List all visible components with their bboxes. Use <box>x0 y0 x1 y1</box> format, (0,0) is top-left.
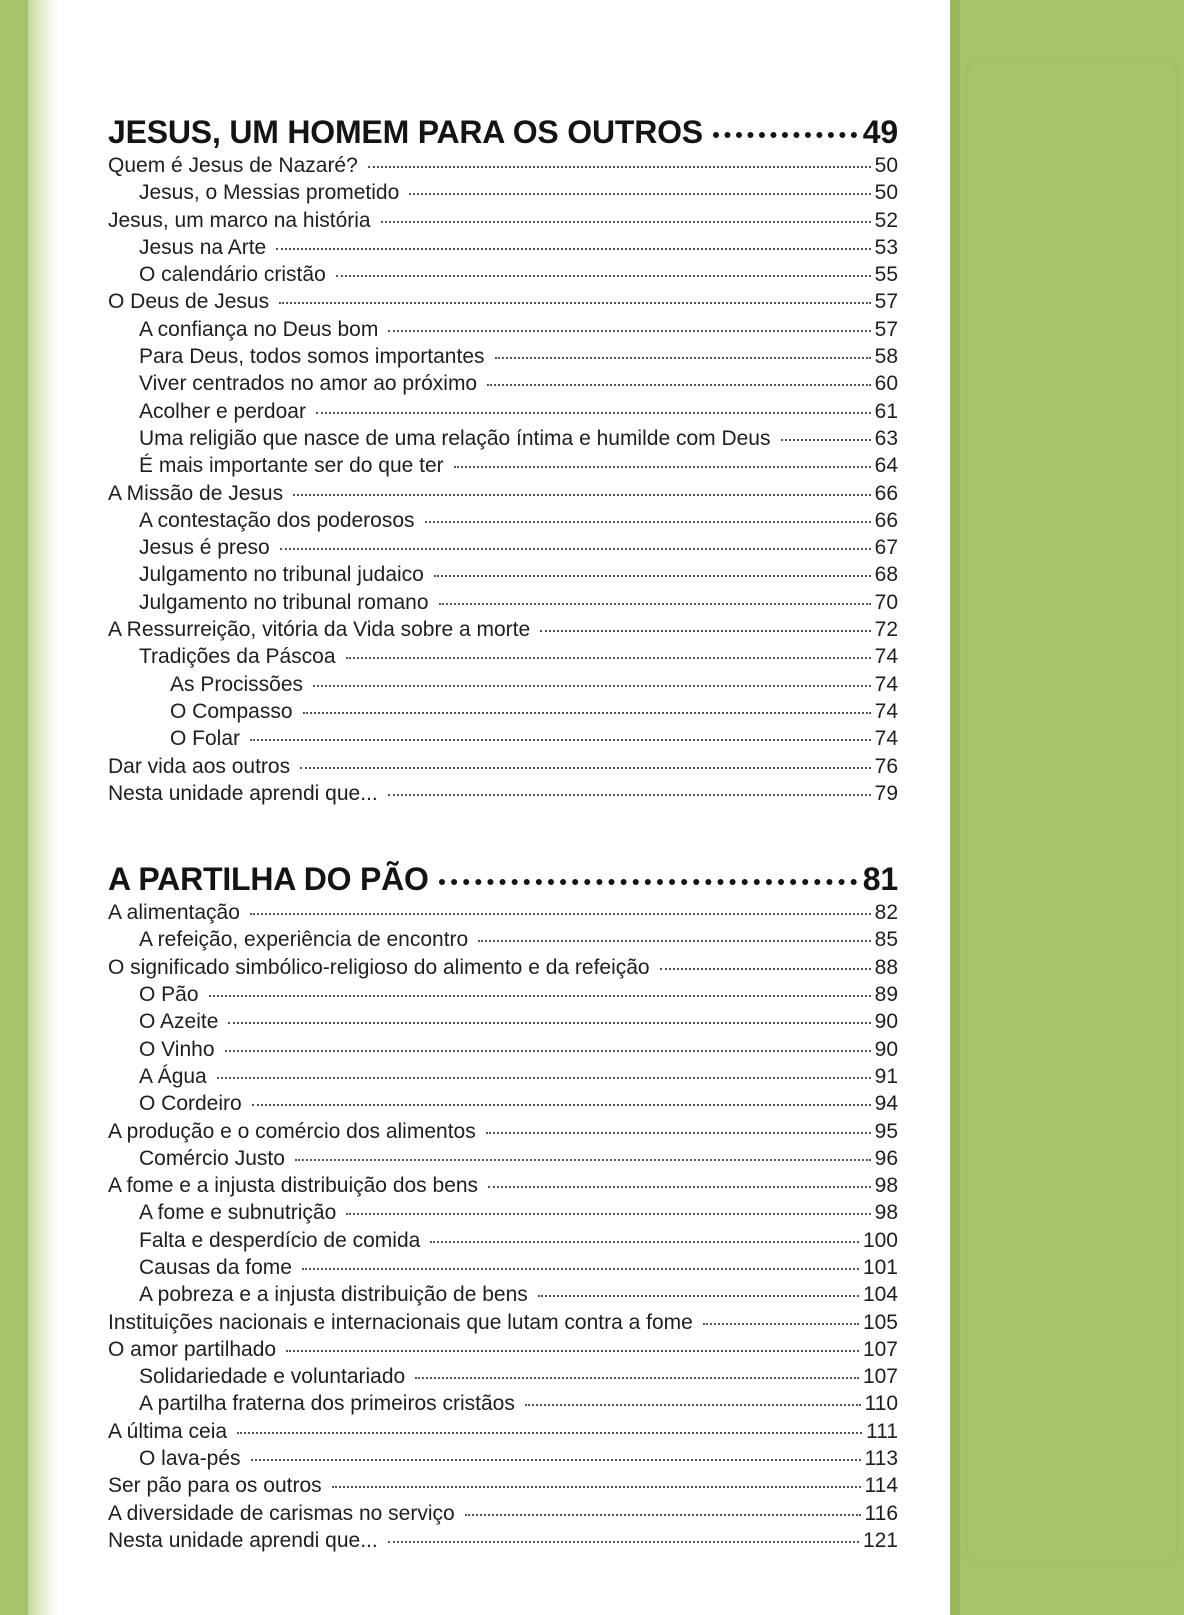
dot-leader <box>250 913 871 915</box>
dot-leader <box>295 1159 871 1161</box>
toc-entry-page-number: 74 <box>874 699 898 723</box>
toc-entry-page-number: 50 <box>874 181 898 205</box>
dot-leader <box>488 1186 871 1188</box>
dot-leader <box>486 1132 871 1134</box>
toc-entry[interactable] <box>108 207 898 234</box>
toc-entry-page-number: 79 <box>874 781 898 805</box>
toc-entry-page-number: 98 <box>874 1174 898 1198</box>
toc-entry-label: As Procissões <box>170 672 304 696</box>
dot-leader <box>388 794 871 796</box>
toc-entry-page-number: 52 <box>874 208 898 232</box>
toc-entry-page-number: 91 <box>874 1064 898 1088</box>
dot-leader <box>409 193 870 195</box>
toc-entry-label: O Cordeiro <box>139 1092 242 1116</box>
toc-entry-page-number: 107 <box>862 1365 898 1389</box>
toc-entry-label: O significado simbólico-religioso do alimento e da refeição <box>108 955 650 979</box>
toc-entry-page-number: 82 <box>874 901 898 925</box>
dot-leader <box>525 1404 861 1406</box>
right-panel-edge <box>950 0 960 1615</box>
toc-entry-label: A confiança no Deus bom <box>139 317 379 341</box>
toc-entry[interactable] <box>108 1309 898 1336</box>
toc-entry[interactable] <box>108 1199 898 1226</box>
toc-entry-label: O amor partilhado <box>108 1337 277 1361</box>
toc-entry[interactable] <box>108 1336 898 1363</box>
dot-leader <box>434 575 871 577</box>
dot-leader <box>540 630 870 632</box>
toc-entry[interactable] <box>108 1145 898 1172</box>
dot-leader <box>225 1050 871 1052</box>
dot-leader <box>425 521 871 523</box>
toc-entry-label: A Missão de Jesus <box>108 481 284 505</box>
toc-entry-page-number: 70 <box>874 590 898 614</box>
toc-entry[interactable] <box>108 561 898 588</box>
toc-entry-label: A alimentação <box>108 901 240 925</box>
toc-entry-label: Ser pão para os outros <box>108 1474 322 1498</box>
toc-entry-page-number: 90 <box>874 1010 898 1034</box>
toc-entry-label: A contestação dos poderosos <box>139 508 415 532</box>
toc-section <box>108 859 898 1554</box>
dot-leader <box>439 879 857 885</box>
toc-entry-label: A Ressurreição, vitória da Vida sobre a morte <box>108 618 531 642</box>
dot-leader <box>280 548 871 550</box>
dot-leader <box>293 494 871 496</box>
section-heading[interactable] <box>108 112 898 152</box>
dot-leader <box>237 1432 862 1434</box>
section-page-number: 49 <box>862 114 898 150</box>
toc-entry-label: O calendário cristão <box>139 263 326 287</box>
toc-entry-page-number: 66 <box>874 481 898 505</box>
toc-entry-page-number: 72 <box>874 618 898 642</box>
dot-leader <box>781 439 871 441</box>
left-decorative-strip <box>0 0 38 1615</box>
toc-entry[interactable] <box>108 643 898 670</box>
toc-entry-label: Uma religião que nasce de uma relação íntima e humilde com Deus <box>139 426 771 450</box>
toc-entry-label: A partilha fraterna dos primeiros cristãos <box>139 1392 515 1416</box>
toc-entry-page-number: 114 <box>864 1474 898 1498</box>
dot-leader <box>279 302 871 304</box>
toc-entry-label: Dar vida aos outros <box>108 754 291 778</box>
toc-entry[interactable] <box>108 425 898 452</box>
toc-entry-page-number: 96 <box>874 1146 898 1170</box>
toc-entry-label: Solidariedade e voluntariado <box>139 1365 406 1389</box>
dot-leader <box>703 1323 859 1325</box>
toc-entry-page-number: 90 <box>874 1037 898 1061</box>
dot-leader <box>252 1104 871 1106</box>
toc-entry[interactable] <box>108 1254 898 1281</box>
toc-entry[interactable] <box>108 1527 898 1554</box>
toc-entry-label: O Folar <box>170 727 241 751</box>
toc-entry-page-number: 94 <box>874 1092 898 1116</box>
toc-entry[interactable] <box>108 1227 898 1254</box>
dot-leader <box>276 248 870 250</box>
toc-entry-label: A fome e a injusta distribuição dos bens <box>108 1174 479 1198</box>
toc-entry[interactable] <box>108 1281 898 1308</box>
dot-leader <box>465 1514 861 1516</box>
toc-entry-page-number: 107 <box>862 1337 898 1361</box>
dot-leader <box>388 330 870 332</box>
toc-entry-page-number: 61 <box>874 399 898 423</box>
toc-entry-page-number: 68 <box>874 563 898 587</box>
toc-entry[interactable] <box>108 725 898 752</box>
dot-leader <box>316 412 871 414</box>
dot-leader <box>415 1377 859 1379</box>
toc-entry-page-number: 60 <box>874 372 898 396</box>
dot-leader <box>538 1295 859 1297</box>
dot-leader <box>336 275 871 277</box>
toc-entry-page-number: 63 <box>874 426 898 450</box>
section-title: A PARTILHA DO PÃO <box>108 861 429 898</box>
toc-entry[interactable] <box>108 753 898 780</box>
toc-entry-page-number: 57 <box>874 317 898 341</box>
toc-entry[interactable] <box>108 589 898 616</box>
toc-entry-label: Comércio Justo <box>139 1146 285 1170</box>
dot-leader <box>439 603 871 605</box>
dot-leader <box>713 132 857 138</box>
toc-entry-label: O Vinho <box>139 1037 215 1061</box>
toc-entry-label: Jesus, um marco na história <box>108 208 371 232</box>
toc-entry[interactable] <box>108 152 898 179</box>
toc-entry-label: A Água <box>139 1064 207 1088</box>
toc-entry-page-number: 89 <box>874 983 898 1007</box>
toc-entry-page-number: 74 <box>874 672 898 696</box>
toc-entry-page-number: 101 <box>862 1255 898 1279</box>
dot-leader <box>346 657 871 659</box>
toc-entry[interactable] <box>108 507 898 534</box>
toc-entry[interactable] <box>108 398 898 425</box>
toc-entry-page-number: 88 <box>874 955 898 979</box>
toc-entry-page-number: 98 <box>874 1201 898 1225</box>
dot-leader <box>217 1077 871 1079</box>
toc-entry[interactable] <box>108 343 898 370</box>
toc-entry-label: Julgamento no tribunal romano <box>139 590 429 614</box>
toc-entry-page-number: 104 <box>862 1283 898 1307</box>
toc-entry[interactable] <box>108 1090 898 1117</box>
left-strip-gradient <box>28 0 58 1615</box>
toc-entry[interactable] <box>108 452 898 479</box>
toc-entry[interactable] <box>108 1008 898 1035</box>
toc-entry-label: Tradições da Páscoa <box>139 645 336 669</box>
toc-entry-page-number: 64 <box>874 454 898 478</box>
toc-entry-page-number: 55 <box>874 263 898 287</box>
toc-entry[interactable] <box>108 234 898 261</box>
toc-entry-page-number: 111 <box>866 1419 898 1443</box>
dot-leader <box>487 384 871 386</box>
toc-entry-page-number: 74 <box>874 645 898 669</box>
section-title: JESUS, UM HOMEM PARA OS OUTROS <box>108 114 703 150</box>
toc-entry[interactable] <box>108 616 898 643</box>
toc-entry-label: O Compasso <box>170 699 293 723</box>
toc-entry-page-number: 105 <box>862 1310 898 1334</box>
toc-entry-label: A diversidade de carismas no serviço <box>108 1501 455 1525</box>
toc-entry-label: Nesta unidade aprendi que... <box>108 1528 378 1552</box>
toc-entry-label: A produção e o comércio dos alimentos <box>108 1119 476 1143</box>
dot-leader <box>302 1268 859 1270</box>
toc-entry-page-number: 116 <box>864 1501 898 1525</box>
toc-entry-page-number: 58 <box>874 345 898 369</box>
toc-entry[interactable] <box>108 261 898 288</box>
toc-entry[interactable] <box>108 480 898 507</box>
toc-entry[interactable] <box>108 899 898 926</box>
toc-entry-label: É mais importante ser do que ter <box>139 454 444 478</box>
toc-entry-page-number: 100 <box>862 1228 898 1252</box>
section-heading[interactable] <box>108 859 898 899</box>
toc-entry-page-number: 74 <box>874 727 898 751</box>
dot-leader <box>300 767 871 769</box>
section-page-number: 81 <box>862 861 898 898</box>
dot-leader <box>495 357 871 359</box>
toc-entry-label: Viver centrados no amor ao próximo <box>139 372 478 396</box>
toc-entry[interactable] <box>108 780 898 807</box>
toc-entry[interactable] <box>108 1418 898 1445</box>
toc-entry-label: Nesta unidade aprendi que... <box>108 781 378 805</box>
toc-entry-page-number: 121 <box>862 1528 898 1552</box>
dot-leader <box>478 940 870 942</box>
dot-leader <box>660 968 871 970</box>
toc-entry[interactable] <box>108 1390 898 1417</box>
toc-entry-page-number: 76 <box>874 754 898 778</box>
toc-entry-label: Julgamento no tribunal judaico <box>139 563 424 587</box>
toc-entry-page-number: 57 <box>874 290 898 314</box>
toc-entry-label: Jesus é preso <box>139 536 270 560</box>
toc-entry-label: Acolher e perdoar <box>139 399 306 423</box>
toc-entry[interactable] <box>108 370 898 397</box>
dot-leader <box>313 685 871 687</box>
toc-entry-page-number: 113 <box>864 1447 898 1471</box>
toc-entry[interactable] <box>108 1472 898 1499</box>
toc-entry[interactable] <box>108 1363 898 1390</box>
toc-entry[interactable] <box>108 1036 898 1063</box>
dot-leader <box>250 739 871 741</box>
toc-entry[interactable] <box>108 288 898 315</box>
dot-leader <box>368 166 871 168</box>
dot-leader <box>286 1350 859 1352</box>
toc-entry[interactable] <box>108 1500 898 1527</box>
table-of-contents <box>108 112 898 1554</box>
toc-entry-label: O Azeite <box>139 1010 219 1034</box>
toc-entry-page-number: 50 <box>874 154 898 177</box>
right-decorative-panel <box>950 0 1184 1615</box>
toc-entry-label: Quem é Jesus de Nazaré? <box>108 154 358 177</box>
dot-leader <box>303 712 871 714</box>
dot-leader <box>209 995 871 997</box>
toc-entry-page-number: 95 <box>874 1119 898 1143</box>
toc-entry[interactable] <box>108 1445 898 1472</box>
right-panel-faded-artwork <box>966 60 1178 1562</box>
toc-entry[interactable] <box>108 179 898 206</box>
toc-entry-label: O Pão <box>139 983 199 1007</box>
toc-entry-label: A refeição, experiência de encontro <box>139 928 469 952</box>
toc-entry-label: Causas da fome <box>139 1255 292 1279</box>
toc-entry-label: A pobreza e a injusta distribuição de bens <box>139 1283 528 1307</box>
toc-entry-page-number: 85 <box>874 928 898 952</box>
toc-entry[interactable] <box>108 1172 898 1199</box>
dot-leader <box>346 1213 870 1215</box>
dot-leader <box>430 1241 859 1243</box>
dot-leader <box>332 1486 861 1488</box>
dot-leader <box>381 221 871 223</box>
dot-leader <box>228 1022 870 1024</box>
toc-entry[interactable] <box>108 698 898 725</box>
toc-entry-page-number: 53 <box>874 235 898 259</box>
toc-entry-label: Jesus, o Messias prometido <box>139 181 400 205</box>
toc-entry-label: Falta e desperdício de comida <box>139 1228 421 1252</box>
toc-section <box>108 112 898 807</box>
toc-entry[interactable] <box>108 954 898 981</box>
toc-entry-page-number: 110 <box>864 1392 898 1416</box>
toc-entry-label: A última ceia <box>108 1419 228 1443</box>
toc-entry[interactable] <box>108 926 898 953</box>
toc-entry[interactable] <box>108 1118 898 1145</box>
toc-entry-label: Instituições nacionais e internacionais que lutam contra a fome <box>108 1310 693 1334</box>
dot-leader <box>251 1459 861 1461</box>
toc-entry-label: Jesus na Arte <box>139 235 267 259</box>
toc-entry-label: Para Deus, todos somos importantes <box>139 345 485 369</box>
toc-entry[interactable] <box>108 1063 898 1090</box>
toc-entry-label: O Deus de Jesus <box>108 290 270 314</box>
dot-leader <box>388 1541 859 1543</box>
toc-entry[interactable] <box>108 534 898 561</box>
toc-entry-page-number: 66 <box>874 508 898 532</box>
toc-entry[interactable] <box>108 316 898 343</box>
toc-entry-label: A fome e subnutrição <box>139 1201 337 1225</box>
toc-entry[interactable] <box>108 981 898 1008</box>
toc-entry-page-number: 67 <box>874 536 898 560</box>
toc-entry[interactable] <box>108 671 898 698</box>
toc-entry-label: O lava-pés <box>139 1447 241 1471</box>
dot-leader <box>454 466 871 468</box>
